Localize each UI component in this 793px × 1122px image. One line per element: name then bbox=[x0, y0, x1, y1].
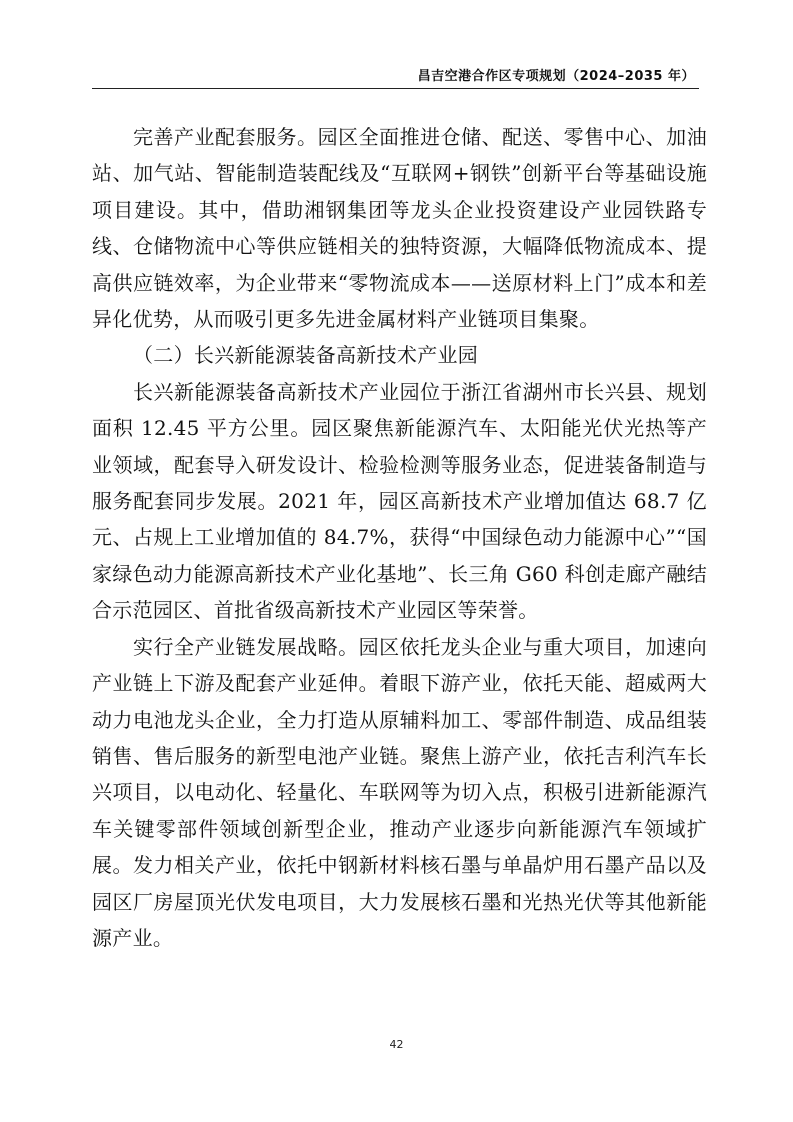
running-header-title: 昌吉空港合作区专项规划（2024–2035 年） bbox=[417, 69, 695, 84]
page-body bbox=[92, 119, 707, 956]
paragraph-supporting-services: 完善产业配套服务。园区全面推进仓储、配送、零售中心、加油站、加气站、智能制造装配线及“互联网+钢铁”创新平台等基础设施项目建设。其中，借助湘钢集团等龙头企业投资建设产业园铁路专线、仓储物流中心等供应链相关的独特资源，大幅降低物流成本、提高供应链效率，为企业带来“零物流成本——送原材料上门”成本和差异化优势，从而吸引更多先进金属材料产业链项目集聚。 bbox=[92, 125, 707, 332]
paragraph-industry-chain-strategy: 实行全产业链发展战略。园区依托龙头企业与重大项目，加速向产业链上下游及配套产业延伸。着眼下游产业，依托天能、超威两大动力电池龙头企业，全力打造从原辅料加工、零部件制造、成品组装销售、售后服务的新型电池产业链。聚焦上游产业，依托吉利汽车长兴项目，以电动化、轻量化、车联网等为切入点，积极引进新能源汽车关键零部件领域创新型企业，推动产业逐步向新能源汽车领域扩展。发力相关产业，依托中钢新材料核石墨与单晶炉用石墨产品以及园区厂房屋顶光伏发电项目，大力发展核石墨和光热光伏等其他新能源产业。 bbox=[92, 634, 707, 950]
paragraph-park-overview: 长兴新能源装备高新技术产业园位于浙江省湖州市长兴县、规划面积 12.45 平方公里。园区聚焦新能源汽车、太阳能光伏光热等产业领域，配套导入研发设计、检验检测等服务业态，促进装备制造与服务配套同步发展。2021 年，园区高新技术产业增加值达 68.7 亿元、占规上工业增加值的 84.7%，获得“中国绿色动力能源中心”“国家绿色动力能源高新技术产业化基地”、长三角 G60 科创走廊产融结合示范园区、首批省级高新技术产业园区等荣誉。 bbox=[92, 379, 707, 623]
section-heading-changxing-park: （二）长兴新能源装备高新技术产业园 bbox=[133, 343, 479, 368]
page-number: 42 bbox=[389, 1038, 404, 1051]
header-divider bbox=[92, 88, 699, 89]
